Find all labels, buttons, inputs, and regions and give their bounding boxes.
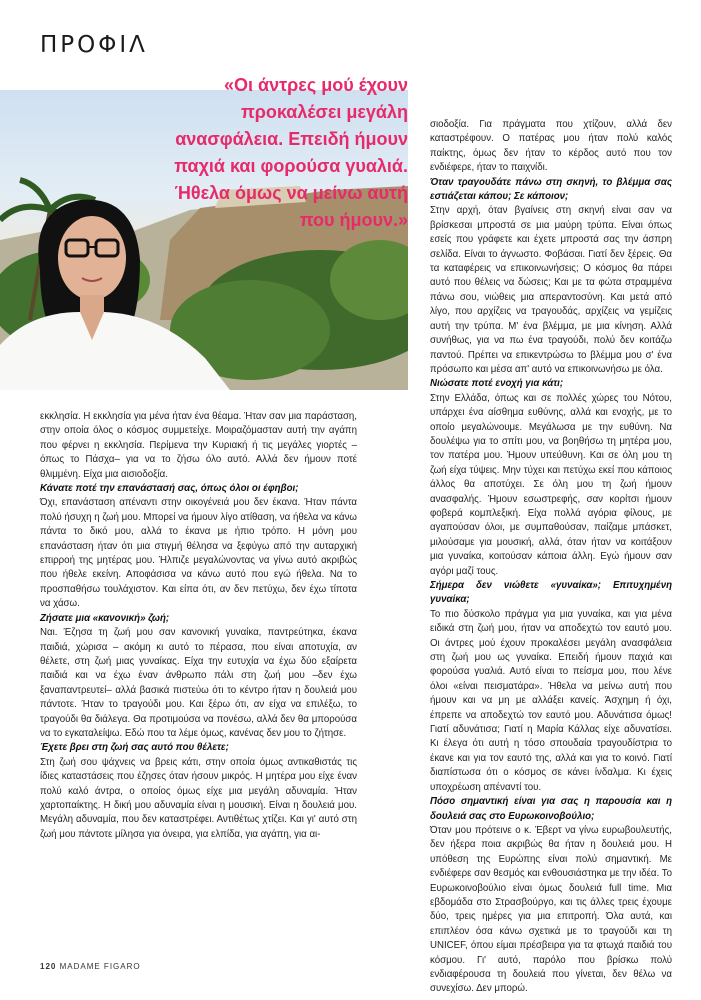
interview-question: Νιώσατε ποτέ ενοχή για κάτι; — [430, 378, 564, 390]
right-column — [430, 118, 672, 997]
interview-question: Όταν τραγουδάτε πάνω στη σκηνή, το βλέμμα σας εστιάζεται κάπου; Σε κάποιον; — [430, 176, 672, 203]
paragraph: Ναι. Έζησα τη ζωή μου σαν κανονική γυναίκα, παντρεύτηκα, έκανα παιδιά, χώρισα – ακόμη κι αυτό το πέρασα, που είναι αποτυχία, αν θέλετε, στη ζωή μιας γυναίκας. Είχα την ευτυχία να έχω δύο εξαίρετα παιδιά και να έχω έναν άνθρωπο πάλι στη ζωή μου –δεν έχω ξαναπαντρευτεί– αλλά βασικά πιστεύω ότι το κέντρο ήταν η δουλειά μου πάντοτε. Ήταν το τραγούδι μου. Και ξέρω ότι, αν είχα να επιλέξω, το τραγούδι θα διάλεγα. Θα προτιμούσα να πονέσω, αλλά δεν θα μπορούσα να το εγκαταλείψω. Εδώ που τα λέμε όμως, κανένας δεν μου το ζήτησε. — [40, 627, 357, 739]
paragraph: εκκλησία. Η εκκλησία για μένα ήταν ένα θέαμα. Ήταν σαν μια παράσταση, στην οποία όλος ο κόσμος συμμετείχε. Μοιραζόμασταν αυτή την αγάπη που φέρνει η εκκλησία. Περίμενα την Κυριακή ή τις μεγάλες γιορτές –όπως το Πάσχα– για να το ζήσω όλο αυτό. Αλλά δεν ήμουν ποτέ θλιμμένη. Είχα μια αισιοδοξία. — [40, 411, 357, 480]
interview-question: Κάνατε ποτέ την επανάστασή σας, όπως όλοι οι έφηβοι; — [40, 483, 299, 495]
paragraph: Στην Ελλάδα, όπως και σε πολλές χώρες του Νότου, υπάρχει ένα αίσθημα ευθύνης, αλλά και ενοχής, με το οποίο μεγαλώνουμε. Μεγάλωσα με την ευθύνη. Να δουλέψω για το σπίτι μου, να βοηθήσω τη μητέρα μου, τον πατέρα μου. Ήμουν υπεύθυνη. Και σε όλη μου τη ζωή είχα τύψεις. Μην τύχει και πετύχω εκεί που κάποιος άλλος θα αποτύχει. Σε όλη μου τη ζωή ήμουν ανασφαλής. Ήμουν εσωστρεφής, σαν κορίτσι ήμουν φοβερά κομπλεξική. Είχα πολλά αγόρια φίλους, με αγαπούσαν όλοι, με συμπαθούσαν, παίζαμε μπάσκετ, μιλούσαμε για μουσική, αλλά, όταν ήταν να κοιτάξουν μια γυναίκα, κοιτούσαν κάποια άλλη. Εγώ ήμουν σαν αγόρι μαζί τους. — [430, 392, 672, 577]
paragraph: Όχι, επανάσταση απέναντι στην οικογένειά μου δεν έκανα. Ήταν πάντα πολύ ήσυχη η ζωή μου. Μπορεί να ήμουν λίγο ατίθαση, να ήθελα να κάνω πάντα το δικό μου, αλλά το έκανα με ήπιο τρόπο. Η μόνη μου επανάσταση ήταν ότι μια στιγμή θέλησα να ξεφύγω από την αυταρχική επιρροή της μητέρας μου. Ήλπιζε μεγαλώνοντας να γίνω αυτό ακριβώς που ήθελε εκείνη. Αποφάσισα να κάνω αυτό που εγώ ήθελα. Να το προσπαθήσω τουλάχιστον. Και είπα ότι, αν δεν πετύχω, δεν έχω τίποτα να χάσω. — [40, 497, 357, 610]
magazine-name: MADAME FIGARO — [59, 962, 141, 971]
page-footer — [40, 962, 141, 971]
paragraph: Όταν μου πρότεινε ο κ. Έβερτ να γίνω ευρωβουλευτής, δεν ήξερα ποια ακριβώς θα ήταν η δουλειά μου. Η υπόθεση της Ευρώπης είναι πολύ σημαντική. Με ενδιέφερε σαν θεσμός και ενθουσιάστηκα με την ιδέα. Το Ευρωκοινοβούλιο είναι όμως δουλειά full time. Μια εβδομάδα στο Στρασβούργο, και τις άλλες τρεις έχουμε δύο, τρεις ημέρες για μια επιτροπή. Όλα αυτά, και επιπλέον όσα κάνω σχετικά με το τραγούδι και τη UNICEF, όπου είμαι πρέσβειρα για τα φτωχά παιδιά του κόσμου. Γι' αυτό, παρόλο που βρίσκω πολύ ενδιαφέρουσα τη δουλειά που γίνεται, δεν θέλω να συνεχίσω. Δεν μπορώ. — [430, 824, 672, 995]
paragraph: Το πιο δύσκολο πράγμα για μια γυναίκα, και για μένα ειδικά στη ζωή μου, ήταν να αποδεχτώ τον εαυτό μου. Οι άντρες μού έχουν προκαλέσει μεγάλη ανασφάλεια στη ζωή μου ως γυναίκα. Επειδή ήμουν παχιά και φορούσα γυαλιά. Αυτό είναι το πείσμα μου, που λένε όλοι «είναι πεισματάρα». Ήθελα να μείνω αυτή που ήμουν και να μη με αλλάξει κανείς. Άσχημη ή όχι, έπρεπε να αποδεχτώ τον εαυτό μου. Αδυνάτισα όμως! Γιατί αδυνάτισα; Γιατί η Μαρία Κάλλας είχε αδυνατίσει. Κι έλεγα ότι αυτή η τόσο σπουδαία τραγουδίστρια το έκανε και για τον εαυτό της, αλλά και για το κοινό. Γιατί διαπίστωσα ότι ο κόσμος σε κάνει ίνδαλμα. Κι έχεις υποχρέωση απέναντί του. — [430, 608, 672, 793]
paragraph: Στην αρχή, όταν βγαίνεις στη σκηνή είναι σαν να βρίσκεσαι μπροστά σε μια μαύρη τρύπα. Είναι όπως εσείς που γράφετε και έχετε μπροστά σας την άσπρη σελίδα. Είναι το άγνωστο. Φοβάσαι. Γιατί δεν ξέρεις. Θα τα καταφέρεις να επικοινωνήσεις; Ο κόσμος θα πάρει αυτό που θέλεις να δώσεις; Και με τα φώτα στραμμένα πάνω σου, νιώθεις μια απεραντοσύνη. Και μετά από λίγο, που αρχίζεις να τραγουδάς, αρχίζεις να γεμίζεις αυτή την τρύπα. Μ' ένα βλέμμα, με μια κίνηση. Αλλά συνήθως, για να πω ένα τραγούδι, πολύ δεν κοιτάζω παντού. Πρέπει να επικεντρώσω το βλέμμα μου σ' ένα πρόσωπο και μέσα απ' αυτό να επικοινωνήσω με όλα. — [430, 205, 672, 375]
left-column — [40, 410, 357, 842]
interview-question: Πόσο σημαντική είναι για σας η παρουσία και η δουλειά σας στο Ευρωκοινοβούλιο; — [430, 796, 672, 822]
paragraph: Στη ζωή σου ψάχνεις να βρεις κάτι, στην οποία όμως αντικαθιστάς τις ίδιες καταστάσεις που έζησες όταν ήσουν μικρός. Η μητέρα μου είχε έναν πολύ καλό άντρα, ο οποίος όμως είχε μια μεγάλη αδυναμία. Ήταν χαρτοπαίκτης. Η δική μου αδυναμία είναι η μουσική. Είναι η δουλειά μου. Μεγάλη αδυναμία, που δεν καταστρέφει. Αντιθέτως χτίζει. Και γι' αυτό στη ζωή μου πάντοτε μίλησα για όνειρα, για ελπίδα, για αγάπη, για αι- — [40, 756, 357, 840]
pull-quote: «Οι άντρες μού έχουν προκαλέσει μεγάλη ανασφάλεια. Επειδή ήμουν παχιά και φορούσα γυαλιά. Ήθελα όμως να μείνω αυτή που ήμουν.» — [174, 75, 408, 230]
paragraph: σιοδοξία. Για πράγματα που χτίζουν, αλλά δεν καταστρέφουν. Ο πατέρας μου ήταν πολύ καλός παίκτης, όμως δεν ήταν το κέρδος αυτό που τον ενδιέφερε, ήταν το παιχνίδι. — [430, 119, 672, 174]
page-number: 120 — [40, 962, 57, 971]
section-title: ΠΡΟΦΙΛ — [40, 32, 148, 58]
interview-question: Ζήσατε μια «κανονική» ζωή; — [40, 612, 170, 624]
interview-question: Σήμερα δεν νιώθετε «γυναίκα»; Επιτυχημένη γυναίκα; — [430, 580, 672, 606]
interview-question: Έχετε βρει στη ζωή σας αυτό που θέλετε; — [40, 742, 229, 754]
